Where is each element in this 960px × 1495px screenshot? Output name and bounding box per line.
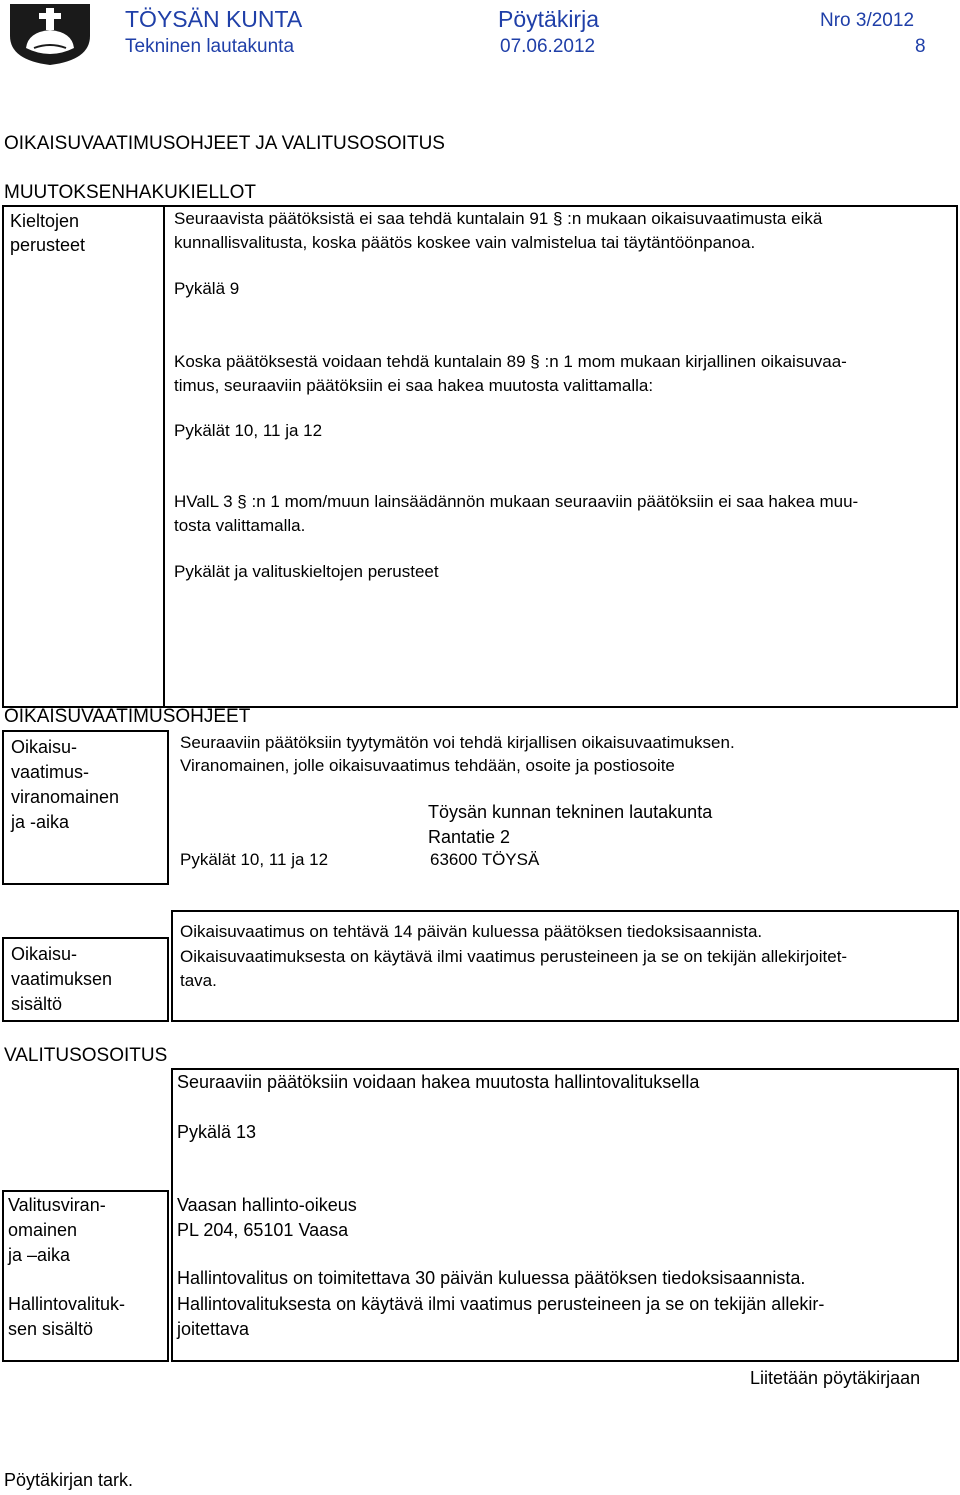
column-divider — [163, 205, 165, 708]
board-name: Tekninen lautakunta — [125, 36, 295, 57]
appeal-content-line2: joitettava — [177, 1319, 250, 1339]
correction-heading: OIKAISUVAATIMUSOHJEET — [4, 706, 251, 727]
bans-para2-line1: Koska päätöksestä voidaan tehdä kuntalain 89 § :n 1 mom mukaan kirjallinen oikaisuvaa- — [174, 352, 847, 371]
org-name: TÖYSÄN KUNTA — [125, 6, 303, 32]
correction-text-2: Viranomainen, jolle oikaisuvaatimus tehdään, osoite ja postiosoite — [180, 756, 675, 775]
document-type: Pöytäkirja — [498, 6, 599, 32]
correction-content-line3: tava. — [180, 971, 217, 990]
bans-item-2: Pykälät 10, 11 ja 12 — [174, 421, 323, 440]
meeting-date: 07.06.2012 — [500, 36, 596, 57]
appeal-bans-box — [2, 205, 958, 708]
bans-para3-line1: HValL 3 § :n 1 mom/muun lainsäädännön mukaan seuraaviin päätöksiin ei saa hakea muu- — [174, 492, 859, 511]
bans-para2-line2: timus, seuraaviin päätöksiin ei saa hakea muutosta valittamalla: — [174, 376, 654, 395]
bans-item-1: Pykälä 9 — [174, 279, 240, 298]
document-number: Nro 3/2012 — [820, 10, 915, 31]
bans-label-line2: perusteet — [10, 235, 86, 255]
main-title: OIKAISUVAATIMUSOHJEET JA VALITUSOSOITUS — [4, 133, 445, 154]
appeal-court: Vaasan hallinto-oikeus — [177, 1195, 357, 1215]
bans-para1-line1: Seuraavista päätöksistä ei saa tehdä kuntalain 91 § :n mukaan oikaisuvaatimusta eikä — [174, 209, 823, 228]
correction-authority-label: Oikaisu- vaatimus- viranomainen ja -aika — [11, 737, 120, 832]
correction-content-line2: Oikaisuvaatimuksesta on käytävä ilmi vaatimus perusteineen ja se on tekijän allekirjoitet- — [180, 947, 848, 966]
bans-item-3: Pykälät ja valituskieltojen perusteet — [174, 562, 439, 581]
page-number: 8 — [915, 36, 926, 57]
correction-content-line1: Oikaisuvaatimus on tehtävä 14 päivän kuluessa päätöksen tiedoksisaannista. — [180, 922, 763, 941]
authority-post: 63600 TÖYSÄ — [430, 850, 540, 869]
appeal-intro: Seuraaviin päätöksiin voidaan hakea muutosta hallintovalituksella — [177, 1072, 700, 1092]
bans-label-line1: Kieltojen — [10, 211, 80, 231]
authority-name: Töysän kunnan tekninen lautakunta — [428, 802, 713, 822]
coat-of-arms-logo — [8, 2, 92, 66]
correction-text-1: Seuraaviin päätöksiin tyytymätön voi tehdä kirjallisen oikaisuvaatimuksen. — [180, 733, 735, 752]
coat-of-arms-icon — [8, 2, 92, 66]
authority-street: Rantatie 2 — [428, 827, 511, 847]
appeal-court-address: PL 204, 65101 Vaasa — [177, 1220, 349, 1240]
appeal-authority-label: Valitusviran- omainen ja –aika — [8, 1195, 106, 1265]
appeal-content-line1: Hallintovalituksesta on käytävä ilmi vaatimus perusteineen ja se on tekijän allekir- — [177, 1294, 825, 1314]
minutes-check: Pöytäkirjan tark. — [4, 1470, 134, 1490]
correction-content-label: Oikaisu- vaatimuksen sisältö — [11, 944, 113, 1014]
appeal-deadline: Hallintovalitus on toimitettava 30 päivän kuluessa päätöksen tiedoksisaannista. — [177, 1268, 806, 1288]
bans-para1-line2: kunnallisvalitusta, koska päätös koskee vain valmistelua tai täytäntöönpanoa. — [174, 233, 756, 252]
appeal-heading: VALITUSOSOITUS — [4, 1045, 168, 1066]
correction-sections: Pykälät 10, 11 ja 12 — [180, 850, 329, 869]
attachment-note: Liitetään pöytäkirjaan — [750, 1368, 921, 1388]
appeal-content-label: Hallintovalituk- sen sisältö — [8, 1294, 126, 1339]
bans-para3-line2: tosta valittamalla. — [174, 516, 306, 535]
appeal-item: Pykälä 13 — [177, 1122, 257, 1142]
appeal-bans-heading: MUUTOKSENHAKUKIELLOT — [4, 182, 256, 203]
